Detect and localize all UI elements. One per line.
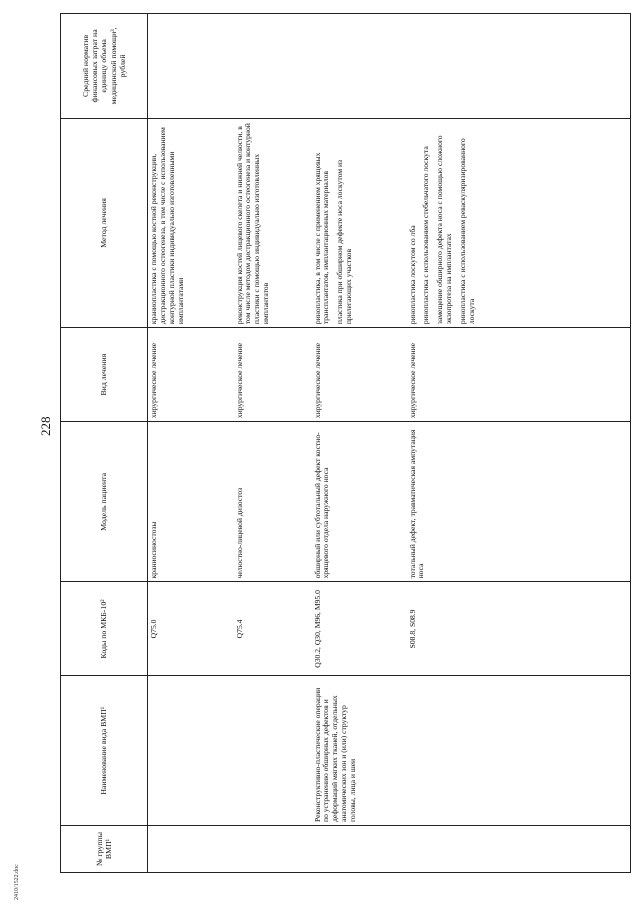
header-group-number: № группы ВМП¹	[61, 826, 148, 873]
cell-treatment-kind: хирургическое лечение	[407, 328, 631, 422]
method-item: ринопластика с использованием стебельчатого лоскута	[421, 146, 431, 325]
cell-financial-norm	[407, 14, 631, 119]
footer-doc-id: 2410/1522.doc	[14, 864, 20, 900]
cell-treatment-kind: хирургическое лечение	[148, 328, 234, 422]
cell-icd-code: Q75.4	[234, 582, 312, 676]
cell-treatment-method	[148, 118, 234, 327]
cell-patient-model: краниосиностозы	[148, 422, 234, 582]
cell-icd-code: Q30.2, Q30, M96, M95.0	[312, 582, 407, 676]
header-icd-codes: Коды по МКБ-10²	[61, 582, 148, 676]
cell-treatment-kind: хирургическое лечение	[312, 328, 407, 422]
table-row	[148, 14, 234, 873]
header-patient-model: Модель пациента	[61, 422, 148, 582]
cell-patient-model: тотальный дефект, травматическая ампутация носа	[407, 422, 631, 582]
method-item: ринопластика лоскутом со лба	[407, 225, 417, 325]
table-header-row	[61, 14, 148, 873]
cell-financial-norm	[312, 14, 407, 119]
cell-treatment-kind: хирургическое лечение	[234, 328, 312, 422]
cell-vmp-name	[234, 676, 312, 826]
method-item: ринопластика, в том числе с применением хрящевых трансплантатов, имплантационных материалов	[312, 152, 331, 325]
cell-treatment-method	[234, 118, 312, 327]
header-financial-norm: Средний норматив финансовых затрат на единицу объема медицинской помощи³, рублей	[61, 14, 148, 119]
cell-vmp-name: Реконструктивно-пластические операции по устранению обширных дефектов и деформаций мягких тканей, отдельных анатомических зон и (или) структур головы, лица и шеи	[312, 676, 407, 826]
method-item: реконструкция костей лицевого скелета и нижней челюсти, в том числе методом дистракционного остеогенеза и контурной пластики с помощью индивидуально изготовленных имплантатов	[234, 123, 271, 325]
cell-treatment-method	[407, 118, 631, 327]
cell-patient-model: обширный или субтотальный дефект костно-хрящевого отдела наружного носа	[312, 422, 407, 582]
method-item: пластика при обширном дефекте носа лоскутом из прилегающих участков	[335, 159, 354, 325]
cell-treatment-method	[312, 118, 407, 327]
table-row	[407, 14, 631, 873]
cell-icd-code: S08.8, S08.9	[407, 582, 631, 676]
method-item: замещение обширного дефекта носа с помощью сложного экзопротеза на имплантатах	[435, 135, 454, 325]
cell-group-number	[148, 826, 234, 873]
cell-vmp-name	[407, 676, 631, 826]
cell-group-number	[312, 826, 407, 873]
page-number: 228	[38, 416, 53, 436]
cell-group-number	[234, 826, 312, 873]
cell-group-number	[407, 826, 631, 873]
header-treatment-kind: Вид лечения	[61, 328, 148, 422]
table-row	[234, 14, 312, 873]
header-vmp-name: Наименование вида ВМП¹	[61, 676, 148, 826]
method-item: краниопластика с помощью костной реконструкции, дистракционного остеогенеза, в том числе с использованием контурной пластики индивидуально изготовленными имплантатами	[149, 127, 185, 325]
cell-financial-norm	[148, 14, 234, 119]
cell-financial-norm	[234, 14, 312, 119]
method-item: ринопластика с использованием реваскуляризированного лоскута	[458, 138, 477, 325]
table-row	[312, 14, 407, 873]
cell-patient-model: челюстно-лицевой дизостоз	[234, 422, 312, 582]
rotated-table-wrapper	[60, 13, 631, 873]
vmp-table	[60, 13, 631, 873]
header-treatment-method: Метод лечения	[61, 118, 148, 327]
cell-icd-code: Q75.0	[148, 582, 234, 676]
cell-vmp-name	[148, 676, 234, 826]
